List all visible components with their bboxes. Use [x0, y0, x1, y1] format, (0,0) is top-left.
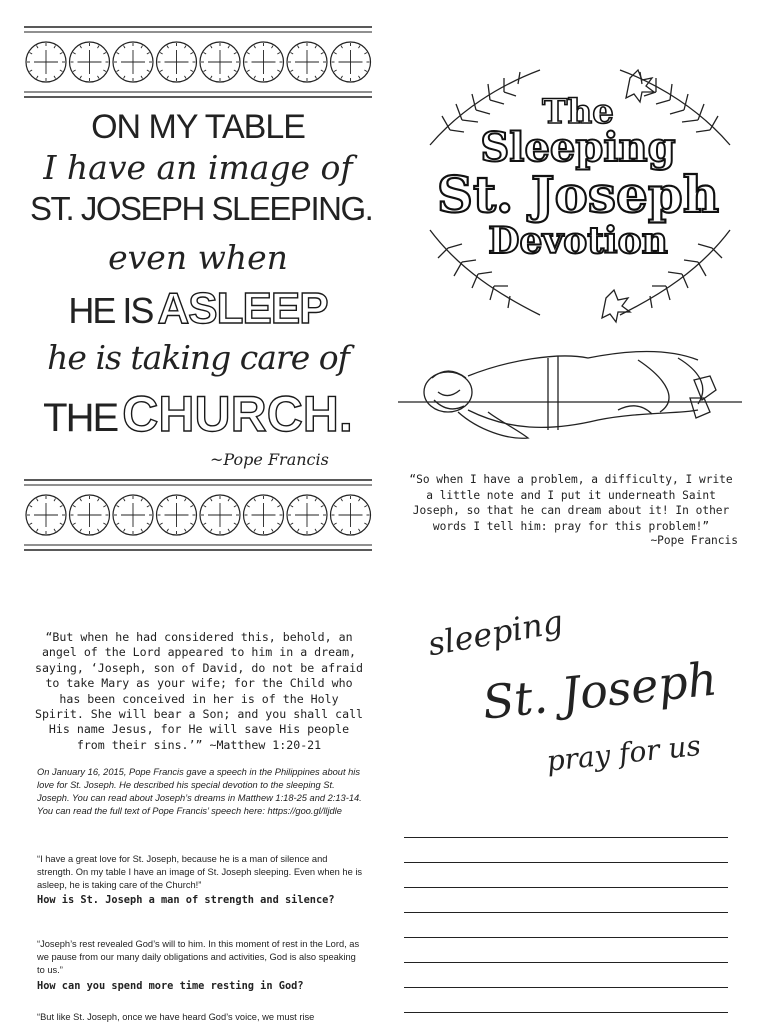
quote-attribution: ~Pope Francis: [210, 450, 329, 469]
title-st-joseph: St. Joseph: [436, 165, 720, 224]
matthew-passage: “But when he had considered this, behold, an angel of the Lord appeared to him in a dream, saying, ‘Joseph, son of David, do not be afraid to take Mary as your wife; for the Child who has been conceived in her is of the Holy Spirit. She will bear a Son; and you shall call His name Jesus, for He will save His people from their sins.’” ~Matthew 1:20-21: [34, 630, 364, 752]
title-the: The: [542, 92, 614, 132]
quote-he-is: HE IS: [68, 290, 153, 331]
sleeping-st-joseph-illustration: [398, 340, 742, 452]
quote-line-st-joseph: ST. JOSEPH SLEEPING.: [30, 190, 373, 227]
quote-line-even-when: even when: [108, 238, 288, 277]
title-devotion: Devotion: [488, 220, 668, 262]
quote-asleep: ASLEEP: [157, 284, 328, 333]
writing-line[interactable]: [404, 837, 728, 838]
writing-line[interactable]: [404, 1012, 728, 1013]
clock-border-bottom: [24, 478, 372, 554]
writing-line[interactable]: [404, 987, 728, 988]
pope-francis-quote: “So when I have a problem, a difficulty, I write a little note and I put it underneath Saint Joseph, so that he can dream about it! In other words I tell him: pray for this problem!”: [409, 473, 733, 533]
lettering-pray-for-us: pray for us: [545, 728, 703, 778]
quote-line-taking-care: he is taking care of: [47, 338, 349, 377]
section-2-quote: “Joseph’s rest revealed God’s will to him. In this moment of rest in the Lord, as we pause from our many daily obligations and activities, God is also speaking to us.”: [37, 939, 360, 975]
title-sleeping: Sleeping: [480, 124, 676, 171]
clock-border-top: [24, 25, 372, 101]
section-3-quote: “But like St. Joseph, once we have heard God’s voice, we must rise: [37, 1012, 315, 1022]
writing-line[interactable]: [404, 862, 728, 863]
lettering-sleeping: sleeping: [425, 602, 566, 664]
writing-line[interactable]: [404, 962, 728, 963]
writing-line[interactable]: [404, 912, 728, 913]
section-1-question: How is St. Joseph a man of strength and silence?: [37, 894, 335, 906]
section-1-quote: “I have a great love for St. Joseph, because he is a man of silence and strength. On my table I have an image of St. Joseph sleeping. Even when he is asleep, he is taking care of the Church!”: [37, 854, 363, 890]
quote-church: CHURCH.: [122, 386, 353, 442]
quote-the: THE: [43, 396, 118, 440]
quote-line-on-my-table: ON MY TABLE: [91, 108, 305, 146]
writing-line[interactable]: [404, 937, 728, 938]
intro-paragraph: On January 16, 2015, Pope Francis gave a speech in the Philippines about his love for St. Joseph. He described his special devotion to the sleeping St. Joseph. You can read about Joseph’s dreams in Matthew 1:18-25 and 2:13-14. You can read the full text of Pope Francis’ speech here: https://goo.gl/lljdle: [37, 767, 362, 816]
section-2-question: How can you spend more time resting in God?: [37, 980, 304, 992]
quote-line-image: I have an image of: [43, 148, 353, 187]
writing-line[interactable]: [404, 887, 728, 888]
lettering-st-joseph: St. Joseph: [480, 651, 720, 730]
pope-francis-quote-attribution: ~Pope Francis: [650, 534, 738, 547]
